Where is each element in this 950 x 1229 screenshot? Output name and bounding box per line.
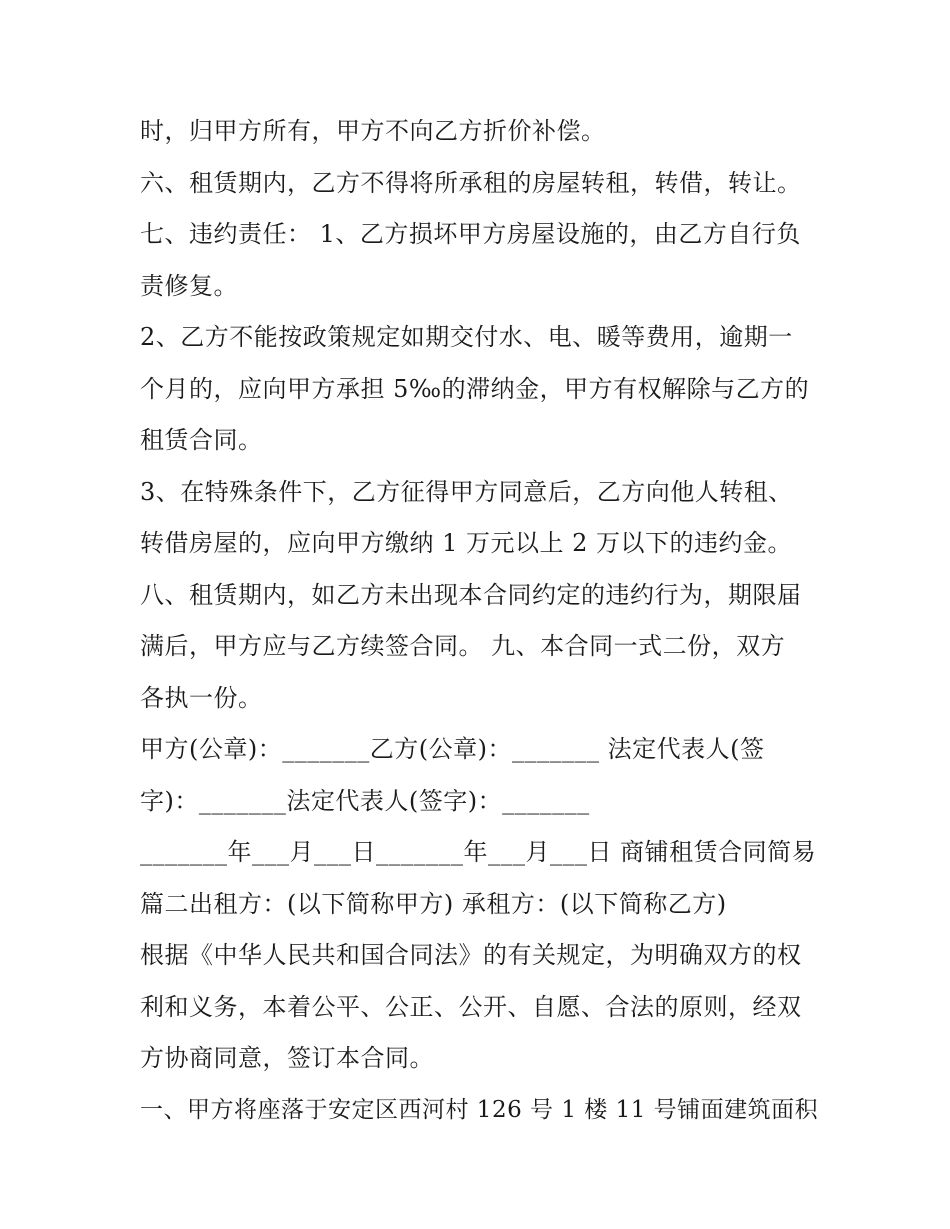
text-line: 八、租赁期内，如乙方未出现本合同约定的违约行为，期限届 xyxy=(140,580,802,609)
signature-line: 甲方(公章)：_______乙方(公章)：_______ 法定代表人(签 xyxy=(140,735,765,763)
document-body xyxy=(140,106,820,1136)
text-line: 七、违约责任： 1、乙方损坏甲方房屋设施的，由乙方自行负 xyxy=(140,220,801,248)
text-line: 3、在特殊条件下，乙方征得甲方同意后，乙方向他人转租、 xyxy=(140,477,793,506)
text-line: 六、租赁期内，乙方不得将所承租的房屋转租，转借，转让。 xyxy=(140,168,802,197)
text-line: 2、乙方不能按政策规定如期交付水、电、暖等费用，逾期一 xyxy=(140,323,793,351)
text-line: 一、甲方将座落于安定区西河村 126 号 1 楼 11 号铺面建筑面积 xyxy=(140,1096,819,1123)
text-line: 责修复。 xyxy=(140,271,238,300)
text-line: 利和义务，本着公平、公正、公开、自愿、合法的原则，经双 xyxy=(140,992,802,1021)
text-line: 租赁合同。 xyxy=(140,426,263,454)
text-line: 篇二出租方：(以下简称甲方) 承租方：(以下简称乙方) xyxy=(140,889,727,918)
signature-line: 字)：_______法定代表人(签字)：_______ xyxy=(140,786,590,815)
text-line: 转借房屋的，应向甲方缴纳 1 万元以上 2 万以下的违约金。 xyxy=(140,529,793,557)
date-line: _______年___月___日_______年___月___日 商铺租赁合同简易 xyxy=(140,838,817,866)
text-line: 根据《中华人民共和国合同法》的有关规定，为明确双方的权 xyxy=(140,941,802,969)
text-line: 满后，甲方应与乙方续签合同。 九、本合同一式二份，双方 xyxy=(140,632,786,660)
text-line: 各执一份。 xyxy=(140,683,263,712)
text-line: 个月的，应向甲方承担 5‰的滞纳金，甲方有权解除与乙方的 xyxy=(140,374,810,403)
text-line: 方协商同意，签订本合同。 xyxy=(140,1044,434,1072)
text-line: 时，归甲方所有，甲方不向乙方折价补偿。 xyxy=(140,117,606,145)
